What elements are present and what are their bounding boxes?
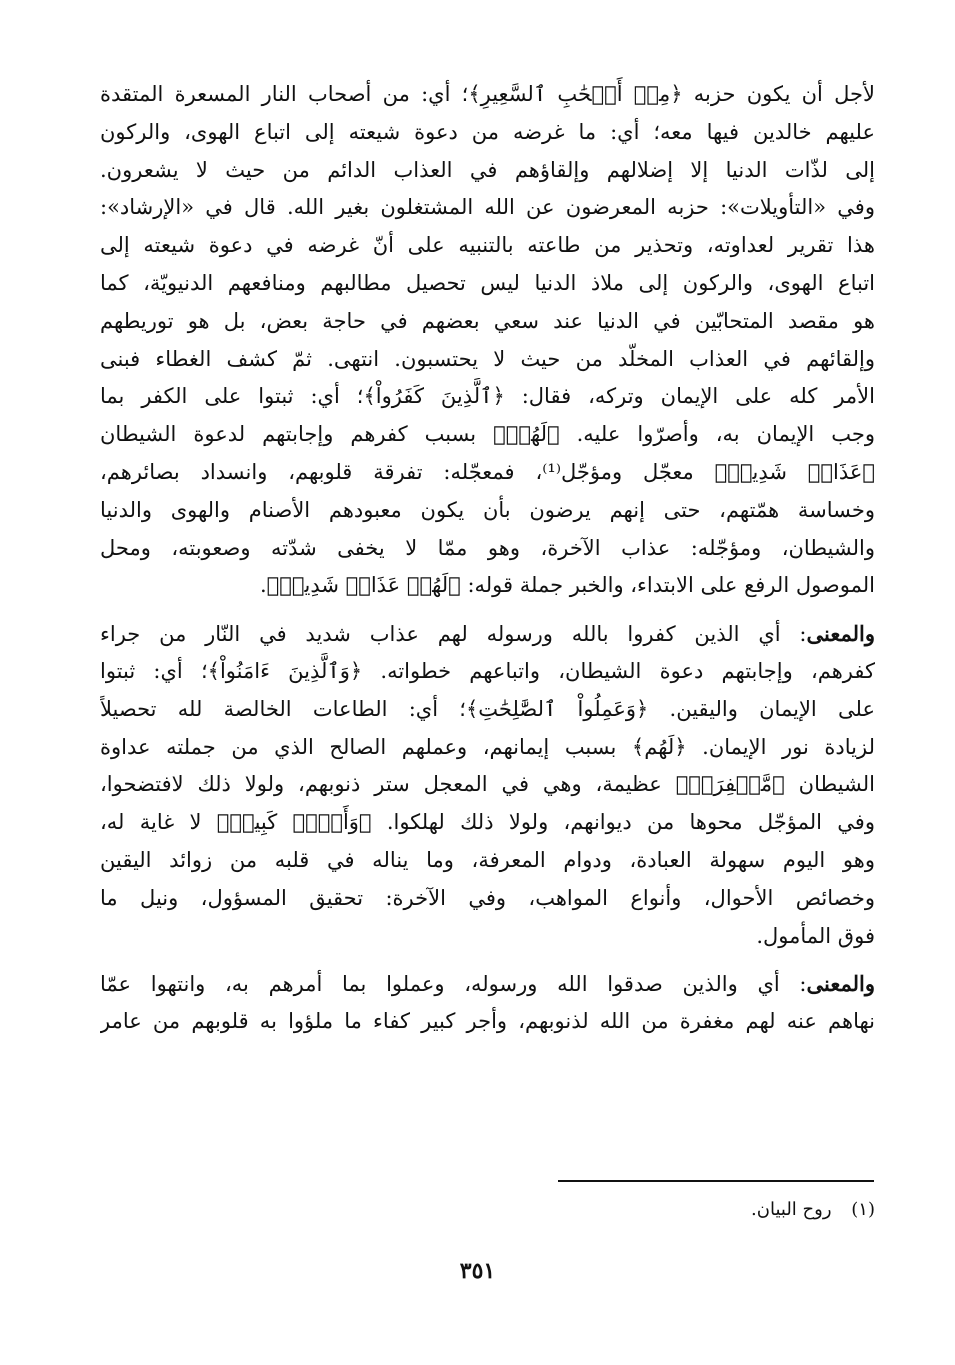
paragraph-gap — [100, 955, 875, 965]
text-line: لزيادة نور الإيمان. ﴿لَهُم﴾ بسبب إيمانهم، وعملهم الصالح الذي من جملته عداوة — [100, 734, 875, 759]
text-line: كفرهم، وإجابتهم دعوة الشيطان، واتباعهم خطواته. ﴿وَٱلَّذِينَ ءَامَنُواْ﴾؛ أي: ثبتوا — [100, 658, 875, 683]
text-line: نهاهم عنه لهم مغفرة من الله لذنوبهم، وأجر كبير كفاء ما ملؤوا به قلوبهم من عامر — [100, 1009, 875, 1034]
text-line: الأمر كله على الإيمان وتركه، فقال: ﴿ٱلَّذِينَ كَفَرُواْ﴾؛ أي: ثبتوا على الكفر بما — [100, 384, 875, 409]
line-text: : أي والذين صدقوا الله ورسوله، وعملوا بما أمرهم به، وانتهوا عمّا — [100, 972, 807, 997]
text-line: اتباع الهوى، والركون إلى ملاذ الدنيا ليس تحصيل مطالبهم ومنافعهم الدنيويّة، كما — [100, 270, 875, 295]
text-line: الشيطان ﴿مَّغۡفِرَةٞ﴾ عظيمة، وهي في المعجل ستر ذنوبهم، ولولا ذلك لافتضحوا، — [100, 772, 875, 797]
paragraph-gap — [100, 605, 875, 615]
text-line: وفي المؤجّل محوها من ديوانهم، ولولا ذلك لهلكوا. ﴿وَأَجۡرٞ كَبِيرٞ﴾ لا غاية له، — [100, 810, 875, 835]
text-line: وهو اليوم سهولة العبادة، ودوام المعرفة، وما يناله في قلبه من زوائد اليقين — [100, 847, 875, 872]
line-text: : أي الذين كفروا بالله ورسوله لهم عذاب شديد في النّار من جراء — [100, 622, 807, 647]
footnote-number: (١) — [851, 1199, 875, 1220]
text-line: إلى لذّات الدنيا إلا إضلالهم وإلقاؤهم في العذاب الدائم من حيث لا يشعرون. — [100, 157, 875, 182]
text-line: وجب الإيمان به، وأصرّوا عليه. ﴿لَهُمۡ﴾ بسبب كفرهم وإجابتهم لدعوة الشيطان — [100, 422, 875, 447]
text-line: هو مقصد المتحابّين في الدنيا عند سعي بعضهم في حاجة بعض، بل هو توريطهم — [100, 308, 875, 333]
text-line: عليهم خالدين فيها معه؛ أي: ما غرضه من دعوة شيعته إلى اتباع الهوى، والركون — [100, 119, 875, 144]
text-line: لأجل أن يكون حزبه ﴿مِنۡ أَصۡحَٰبِ ٱلسَّعِيرِ﴾؛ أي: من أصحاب النار المسعرة المتقدة — [100, 82, 875, 106]
paragraph-1 — [100, 76, 875, 605]
text-line: وإلقائهم في العذاب المخلّد من حيث لا يحتسبون. انتهى. ثمّ كشف الغطاء فبنى — [100, 346, 875, 371]
paragraph-3 — [100, 965, 875, 1041]
page-body — [100, 76, 875, 1041]
footnote — [751, 1196, 875, 1224]
text-line: والشيطان، ومؤجّله: عذاب الآخرة، وهو ممّا لا يخفى شدّته وصعوبته، ومحل — [100, 535, 875, 560]
paragraph-2 — [100, 615, 875, 955]
paragraph-lead: والمعنى — [806, 621, 875, 647]
text-line: هذا تقرير لعداوته، وتحذير من طاعته بالتنبيه على أنّ غرضه في دعوة شيعته إلى — [100, 233, 875, 258]
text-line: وخصائص الأحوال، وأنواع المواهب، وفي الآخرة: تحقيق المسؤول، ونيل ما — [100, 885, 875, 910]
text-line: على الإيمان واليقين. ﴿وَعَمِلُواْ ٱلصَّٰلِحَٰتِ﴾؛ أي: الطاعات الخالصة لله تحصيلاً — [100, 696, 875, 721]
text-line: الموصول الرفع على الابتداء، والخبر جملة قوله: ﴿لَهُمۡ عَذَابٞ شَدِيدٞ﴾. — [260, 573, 875, 598]
footnote-separator — [558, 1180, 874, 1182]
paragraph-lead: والمعنى — [806, 971, 875, 997]
text-line: ﴿عَذَابٞ شَدِيدٞ﴾ معجّل ومؤجّل⁽¹⁾، فمعجّله: تفرقة قلوبهم، وانسداد بصائرهم، — [100, 459, 875, 484]
text-line — [100, 615, 875, 653]
text-line — [100, 965, 875, 1003]
page-number: ٣٥١ — [459, 1258, 496, 1284]
text-line: فوق المأمول. — [756, 923, 875, 948]
text-line: وخساسة همّتهم، حتى إنهم يرضون بأن يكون معبودهم الأصنام والهوى والدنيا — [100, 497, 875, 522]
footnote-text: روح البيان. — [751, 1199, 832, 1220]
text-line: وفي «التأويلات»: حزبه المعرضون عن الله المشتغلون بغير الله. قال في «الإرشاد»: — [100, 195, 875, 220]
